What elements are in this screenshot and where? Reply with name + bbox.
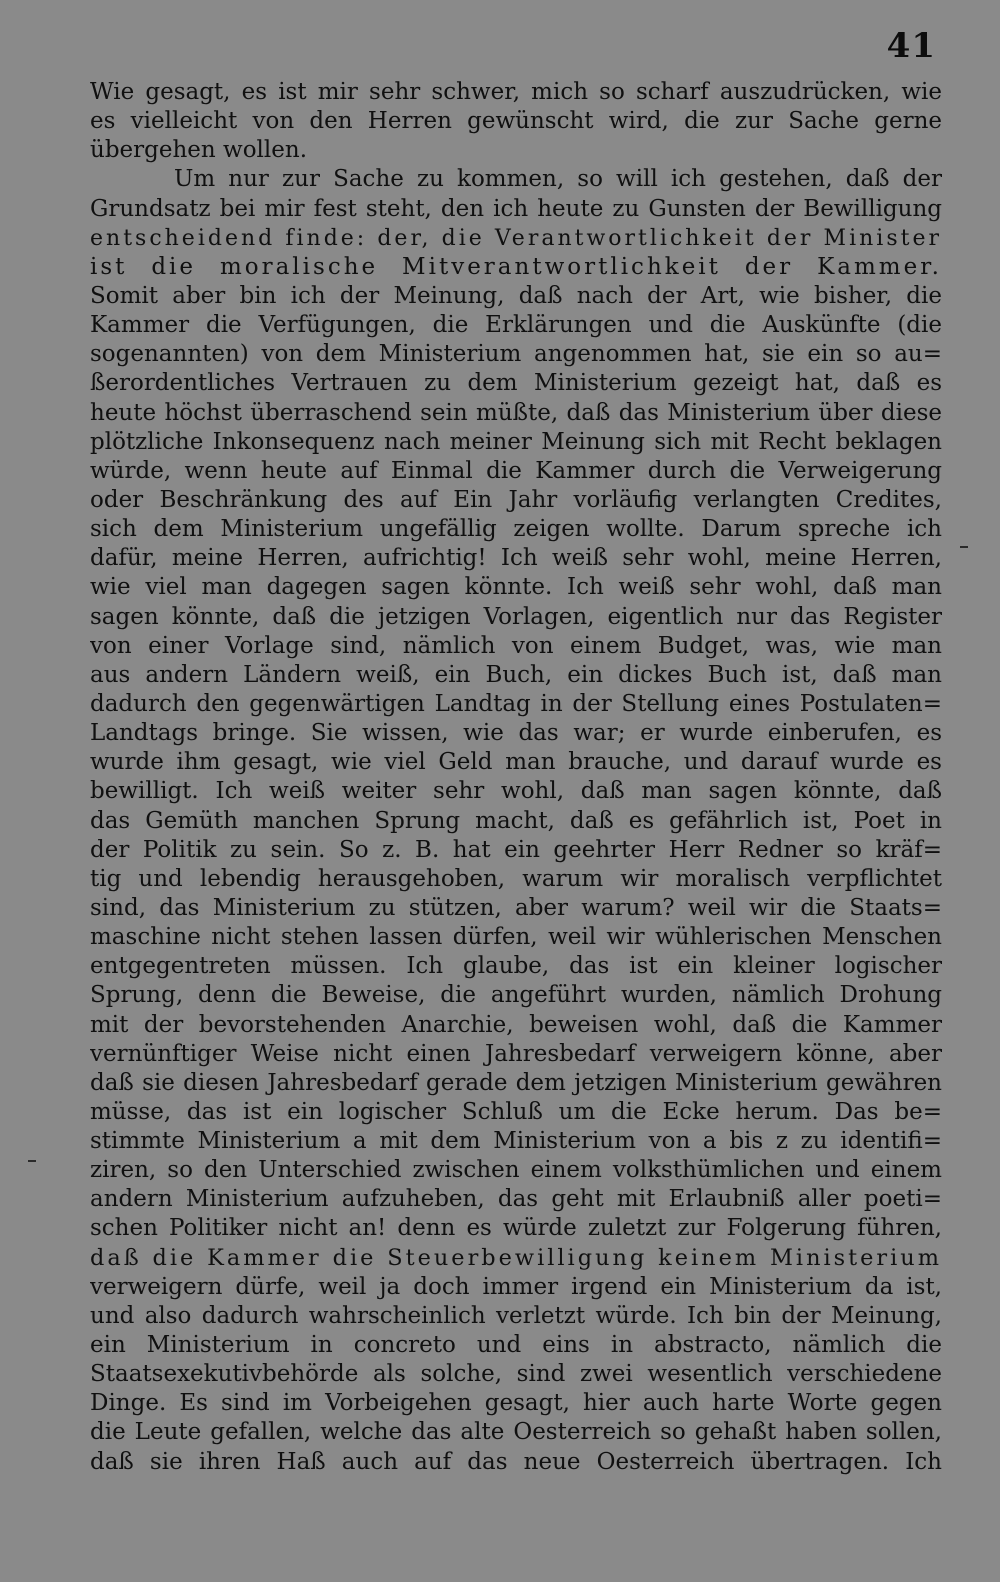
text-line: heute höchst überraschend sein müßte, daß das Ministerium über diese bbox=[90, 399, 942, 426]
text-line: entscheidend finde: der, die Verantwortlichkeit der Minister bbox=[90, 225, 942, 251]
text-line: Kammer die Verfügungen, die Erklärungen und die Auskünfte (die bbox=[90, 312, 942, 339]
body-text bbox=[90, 78, 942, 1477]
text-line: müsse, das ist ein logischer Schluß um die Ecke herum. Das be= bbox=[90, 1098, 942, 1125]
text-line: würde, wenn heute auf Einmal die Kammer durch die Verweigerung bbox=[90, 457, 942, 484]
page-number: 41 bbox=[886, 26, 936, 66]
text-line: aus andern Ländern weiß, ein Buch, ein dickes Buch ist, daß man bbox=[90, 661, 942, 688]
text-line: sagen könnte, daß die jetzigen Vorlagen, eigentlich nur das Register bbox=[90, 603, 942, 630]
text-line: Wie gesagt, es ist mir sehr schwer, mich so scharf auszudrücken, wie bbox=[90, 79, 942, 105]
text-line: wie viel man dagegen sagen könnte. Ich weiß sehr wohl, daß man bbox=[90, 574, 942, 601]
text-line: wurde ihm gesagt, wie viel Geld man brauche, und darauf wurde es bbox=[90, 749, 942, 776]
text-line: oder Beschränkung des auf Ein Jahr vorläufig verlangten Credites, bbox=[90, 486, 942, 513]
text-line: stimmte Ministerium a mit dem Ministerium von a bis z zu identifi= bbox=[90, 1128, 942, 1155]
text-line: schen Politiker nicht an! denn es würde zuletzt zur Folgerung führen, bbox=[90, 1215, 942, 1242]
text-line: das Gemüth manchen Sprung macht, daß es gefährlich ist, Poet in bbox=[90, 807, 942, 834]
text-line: ist die moralische Mitverantwortlichkeit der Kammer. bbox=[90, 253, 942, 280]
text-line: maschine nicht stehen lassen dürfen, weil wir wühlerischen Menschen bbox=[90, 924, 942, 951]
text-line: ßerordentliches Vertrauen zu dem Ministerium gezeigt hat, daß es bbox=[90, 370, 942, 397]
text-line: bewilligt. Ich weiß weiter sehr wohl, daß man sagen könnte, daß bbox=[90, 778, 942, 805]
text-line: daß sie diesen Jahresbedarf gerade dem jetzigen Ministerium gewähren bbox=[90, 1069, 942, 1096]
text-line: andern Ministerium aufzuheben, das geht mit Erlaubniß aller poeti= bbox=[90, 1186, 942, 1213]
text-line: ziren, so den Unterschied zwischen einem volksthümlichen und einem bbox=[90, 1157, 942, 1184]
text-line: dadurch den gegenwärtigen Landtag in der Stellung eines Postulaten= bbox=[90, 690, 942, 717]
text-line: Staatsexekutivbehörde als solche, sind zwei wesentlich verschiedene bbox=[90, 1361, 942, 1388]
text-line: vernünftiger Weise nicht einen Jahresbedarf verweigern könne, aber bbox=[90, 1040, 942, 1067]
text-line: daß sie ihren Haß auch auf das neue Oesterreich übertragen. Ich bbox=[90, 1448, 942, 1475]
text-line: der Politik zu sein. So z. B. hat ein geehrter Herr Redner so kräf= bbox=[90, 836, 942, 863]
text-line: ein Ministerium in concreto und eins in abstracto, nämlich die bbox=[90, 1332, 942, 1359]
text-line: von einer Vorlage sind, nämlich von einem Budget, was, wie man bbox=[90, 632, 942, 659]
text-line: Sprung, denn die Beweise, die angeführt wurden, nämlich Drohung bbox=[90, 982, 942, 1009]
text-line: plötzliche Inkonsequenz nach meiner Meinung sich mit Recht beklagen bbox=[90, 428, 942, 455]
text-line: Um nur zur Sache zu kommen, so will ich gestehen, daß der bbox=[174, 166, 942, 193]
text-line: sogenannten) von dem Ministerium angenommen hat, sie ein so au= bbox=[90, 341, 942, 368]
text-line: sich dem Ministerium ungefällig zeigen wollte. Darum spreche ich bbox=[90, 516, 942, 543]
text-line: verweigern dürfe, weil ja doch immer irgend ein Ministerium da ist, bbox=[90, 1273, 942, 1300]
text-line: sind, das Ministerium zu stützen, aber warum? weil wir die Staats= bbox=[90, 894, 942, 921]
margin-mark bbox=[960, 546, 968, 548]
text-line: entgegentreten müssen. Ich glaube, das ist ein kleiner logischer bbox=[90, 953, 942, 980]
text-line: und also dadurch wahrscheinlich verletzt würde. Ich bin der Meinung, bbox=[90, 1302, 942, 1329]
text-line: Landtags bringe. Sie wissen, wie das war; er wurde einberufen, es bbox=[90, 720, 942, 747]
text-line: Dinge. Es sind im Vorbeigehen gesagt, hier auch harte Worte gegen bbox=[90, 1390, 942, 1417]
text-line: daß die Kammer die Steuerbewilligung keinem Ministerium bbox=[90, 1244, 942, 1271]
margin-mark bbox=[28, 1160, 36, 1162]
text-line: mit der bevorstehenden Anarchie, beweisen wohl, daß die Kammer bbox=[90, 1011, 942, 1038]
text-line: übergehen wollen. bbox=[90, 137, 308, 164]
text-line: Somit aber bin ich der Meinung, daß nach der Art, wie bisher, die bbox=[90, 282, 942, 309]
text-line: dafür, meine Herren, aufrichtig! Ich weiß sehr wohl, meine Herren, bbox=[90, 545, 942, 572]
text-line: Grundsatz bei mir fest steht, den ich heute zu Gunsten der Bewilligung bbox=[90, 195, 942, 222]
text-line: tig und lebendig herausgehoben, warum wir moralisch verpflichtet bbox=[90, 865, 942, 892]
text-line: die Leute gefallen, welche das alte Oesterreich so gehaßt haben sollen, bbox=[90, 1419, 942, 1446]
text-line: es vielleicht von den Herren gewünscht wird, die zur Sache gerne bbox=[90, 108, 942, 135]
